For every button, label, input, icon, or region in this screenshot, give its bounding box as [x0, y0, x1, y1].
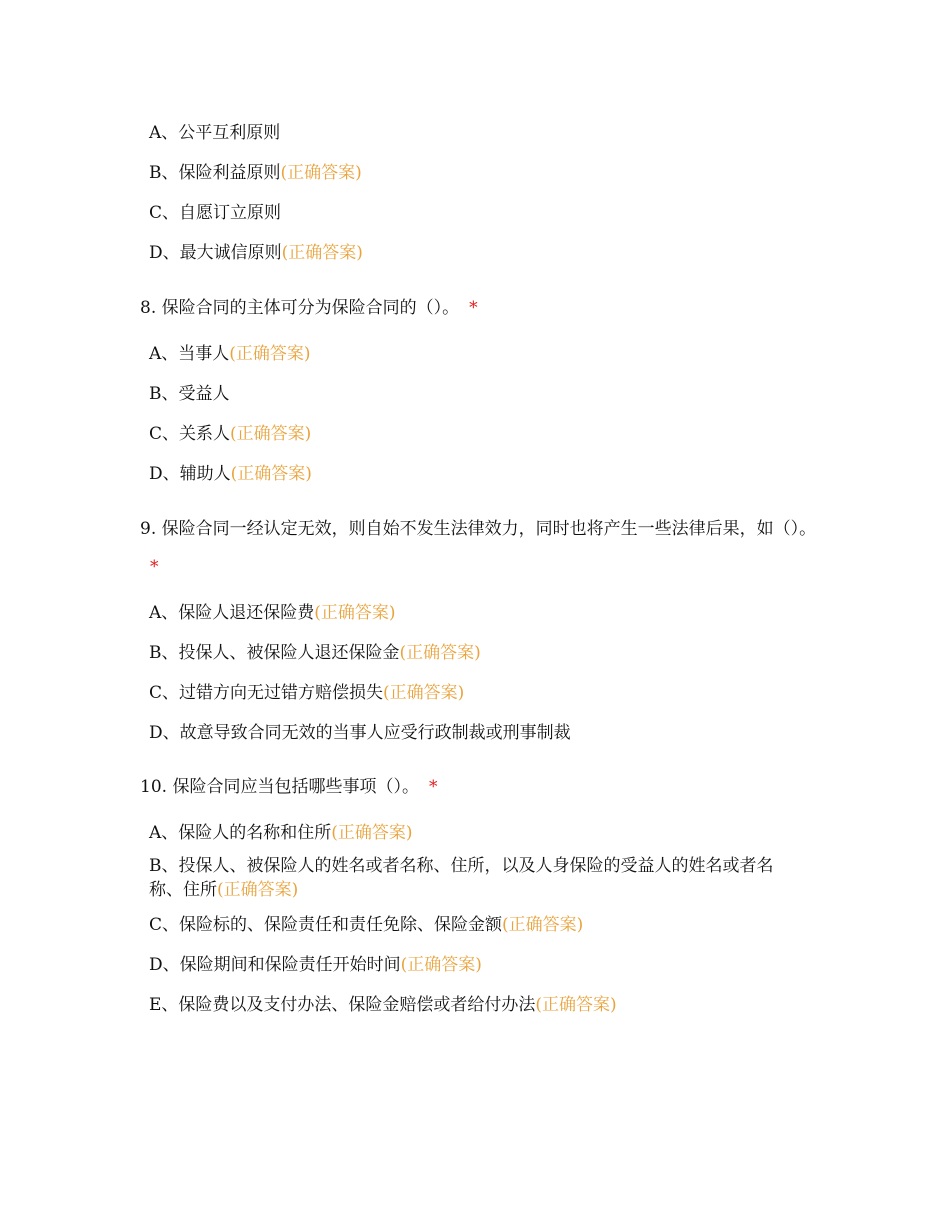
q8-option-d [149, 462, 809, 486]
q7-option-b [149, 161, 809, 185]
q10-option-c [149, 913, 809, 937]
option-text: C、保险标的、保险责任和责任免除、保险金额 [149, 915, 503, 935]
option-text: A、保险人退还保险费 [149, 603, 315, 623]
correct-answer-tag: (正确答案) [399, 643, 481, 663]
option-text: B、受益人 [149, 384, 230, 404]
correct-answer-tag: (正确答案) [281, 243, 363, 263]
q9-option-d [149, 721, 809, 745]
question-text: 10. 保险合同应当包括哪些事项（）。 [140, 777, 419, 797]
correct-answer-tag: (正确答案) [502, 915, 584, 935]
q10-option-d [149, 953, 809, 977]
correct-answer-tag: (正确答案) [217, 880, 299, 900]
correct-answer-tag: (正确答案) [535, 995, 617, 1015]
option-text: B、保险利益原则 [149, 163, 281, 183]
required-mark: * [469, 298, 478, 318]
q10-option-e [149, 993, 809, 1017]
correct-answer-tag: (正确答案) [230, 424, 312, 444]
option-text: C、过错方向无过错方赔偿损失 [149, 683, 384, 703]
correct-answer-tag: (正确答案) [400, 955, 482, 975]
question-text: 8. 保险合同的主体可分为保险合同的（）。 [140, 298, 460, 318]
q7-option-c [149, 201, 809, 225]
q9-option-c [149, 681, 809, 705]
option-text: C、关系人 [149, 424, 231, 444]
q9-option-a [149, 601, 809, 625]
required-mark: * [428, 777, 438, 797]
q7-option-d [149, 241, 809, 265]
q10-option-a [149, 821, 809, 845]
question-9 [140, 510, 820, 586]
option-text: B、投保人、被保险人的姓名或者名称、住所，以及人身保险的受益人的姓名或者名称、住所 [149, 856, 774, 900]
q9-option-b [149, 641, 809, 665]
question-10 [140, 768, 820, 806]
option-text: D、故意导致合同无效的当事人应受行政制裁或刑事制裁 [149, 723, 571, 743]
q7-option-a [149, 121, 809, 145]
correct-answer-tag: (正确答案) [331, 823, 413, 843]
correct-answer-tag: (正确答案) [230, 464, 312, 484]
correct-answer-tag: (正确答案) [314, 603, 396, 623]
question-8 [140, 289, 820, 327]
correct-answer-tag: (正确答案) [383, 683, 465, 703]
option-text: A、公平互利原则 [149, 123, 281, 143]
required-mark: * [150, 557, 159, 577]
option-text: A、保险人的名称和住所 [149, 823, 332, 843]
option-text: B、投保人、被保险人退还保险金 [149, 643, 400, 663]
option-text: D、辅助人 [149, 464, 231, 484]
q8-option-b [149, 382, 809, 406]
correct-answer-tag: (正确答案) [280, 163, 362, 183]
option-text: A、当事人 [149, 344, 230, 364]
q8-option-c [149, 422, 809, 446]
correct-answer-tag: (正确答案) [229, 344, 311, 364]
q8-option-a [149, 342, 809, 366]
option-text: D、最大诚信原则 [149, 243, 282, 263]
option-text: C、自愿订立原则 [149, 203, 282, 223]
option-text: E、保险费以及支付办法、保险金赔偿或者给付办法 [149, 995, 536, 1015]
option-text: D、保险期间和保险责任开始时间 [149, 955, 401, 975]
question-text: 9. 保险合同一经认定无效，则自始不发生法律效力，同时也将产生一些法律后果，如（）。 [140, 519, 817, 539]
q10-option-b [149, 854, 799, 902]
